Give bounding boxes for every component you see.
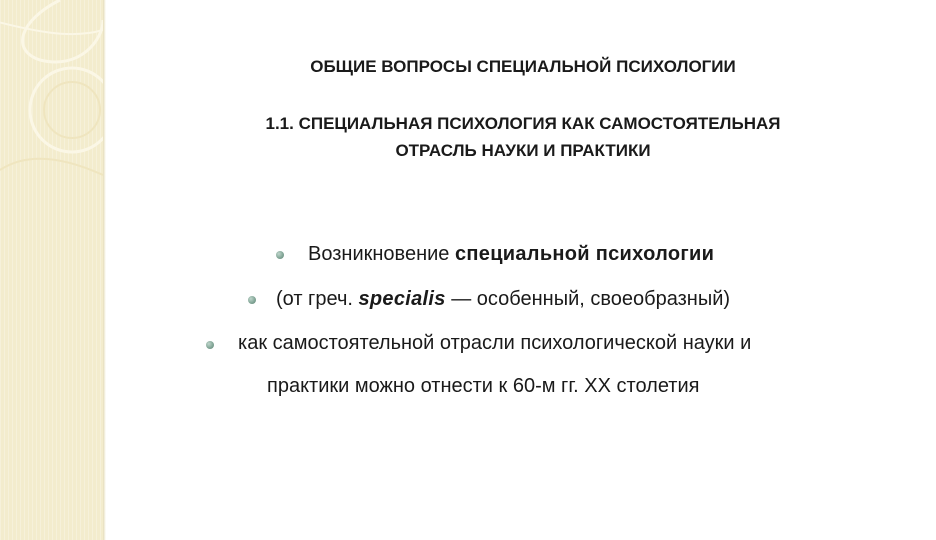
subtitle-line-2: ОТРАСЛЬ НАУКИ И ПРАКТИКИ — [395, 141, 651, 160]
body-item-1 — [308, 243, 714, 266]
bullet-icon — [248, 296, 256, 304]
item2-prefix: (от греч. — [276, 288, 359, 310]
slide-title: ОБЩИЕ ВОПРОСЫ СПЕЦИАЛЬНОЙ ПСИХОЛОГИИ — [310, 57, 736, 76]
bullet-icon — [206, 341, 214, 349]
item1-bold: специальной психологии — [454, 243, 715, 265]
swirl-decoration — [0, 0, 103, 540]
body-item-2 — [276, 288, 730, 311]
body-item-3-line-1: как самостоятельной отрасли психологической науки и — [238, 332, 752, 354]
slide-subtitle — [110, 110, 936, 164]
item2-suffix: — особенный, своеобразный) — [445, 288, 731, 310]
body-item-3-line-2: практики можно отнести к 60-м гг. XX столетия — [267, 375, 700, 397]
side-panel-edge — [103, 0, 106, 540]
item1-text: Возникновение — [308, 243, 455, 265]
decorative-side-panel — [0, 0, 103, 540]
item2-term: specialis — [358, 288, 446, 310]
bullet-icon — [276, 251, 284, 259]
subtitle-line-1: 1.1. СПЕЦИАЛЬНАЯ ПСИХОЛОГИЯ КАК САМОСТОЯТЕЛЬНАЯ — [265, 114, 781, 133]
